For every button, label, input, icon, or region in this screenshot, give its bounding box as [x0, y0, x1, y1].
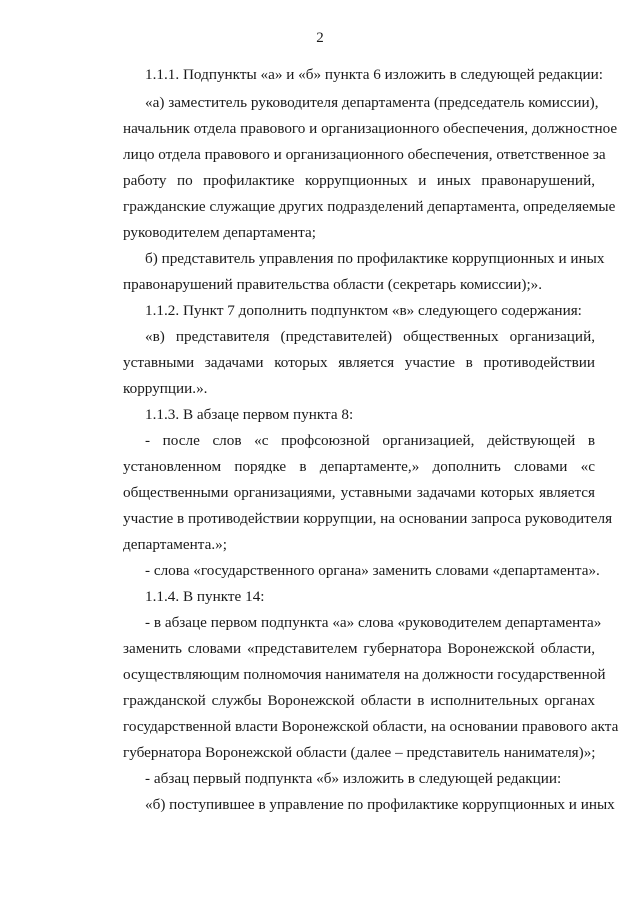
paragraph-line: б) представитель управления по профилактике коррупционных и иных	[145, 250, 605, 267]
paragraph-line: работу по профилактике коррупционных и иных правонарушений,	[123, 172, 595, 189]
paragraph-line: 1.1.3. В абзаце первом пункта 8:	[145, 406, 354, 423]
paragraph-line: гражданские служащие других подразделений департамента, определяемые	[123, 198, 616, 215]
paragraph-line: «б) поступившее в управление по профилактике коррупционных и иных	[145, 796, 615, 813]
paragraph-line: гражданской службы Воронежской области в исполнительных органах	[123, 692, 595, 709]
paragraph-line: общественными организациями, уставными задачами которых является	[123, 484, 595, 501]
page-number: 2	[316, 30, 324, 46]
paragraph-line: заменить словами «представителем губернатора Воронежской области,	[123, 640, 595, 657]
paragraph-line: - слова «государственного органа» заменить словами «департамента».	[145, 562, 600, 579]
paragraph-line: 1.1.4. В пункте 14:	[145, 588, 265, 605]
paragraph-line: уставными задачами которых является участие в противодействии	[123, 354, 595, 371]
paragraph-line: - после слов «с профсоюзной организацией, действующей в	[145, 432, 595, 449]
paragraph-line: коррупции.».	[123, 380, 208, 397]
paragraph-line: «в) представителя (представителей) общественных организаций,	[145, 328, 595, 345]
paragraph-line: 1.1.1. Подпункты «а» и «б» пункта 6 изложить в следующей редакции:	[145, 66, 603, 83]
paragraph-line: лицо отдела правового и организационного обеспечения, ответственное за	[123, 146, 606, 163]
paragraph-line: государственной власти Воронежской области, на основании правового акта	[123, 718, 619, 735]
paragraph-line: «а) заместитель руководителя департамента (председатель комиссии),	[145, 94, 599, 111]
paragraph-line: начальник отдела правового и организационного обеспечения, должностное	[123, 120, 618, 137]
paragraph-line: департамента.»;	[123, 536, 227, 553]
paragraph-line: губернатора Воронежской области (далее – представитель нанимателя)»;	[123, 744, 596, 761]
paragraph-line: установленном порядке в департаменте,» дополнить словами «с	[123, 458, 595, 475]
paragraph-line: - в абзаце первом подпункта «а» слова «руководителем департамента»	[145, 614, 602, 631]
paragraph-line: осуществляющим полномочия нанимателя на должности государственной	[123, 666, 606, 683]
paragraph-line: руководителем департамента;	[123, 224, 316, 241]
paragraph-line: участие в противодействии коррупции, на основании запроса руководителя	[123, 510, 613, 527]
paragraph-line: - абзац первый подпункта «б» изложить в следующей редакции:	[145, 770, 562, 787]
paragraph-line: 1.1.2. Пункт 7 дополнить подпунктом «в» следующего содержания:	[145, 302, 582, 319]
paragraph-line: правонарушений правительства области (секретарь комиссии);».	[123, 276, 543, 293]
